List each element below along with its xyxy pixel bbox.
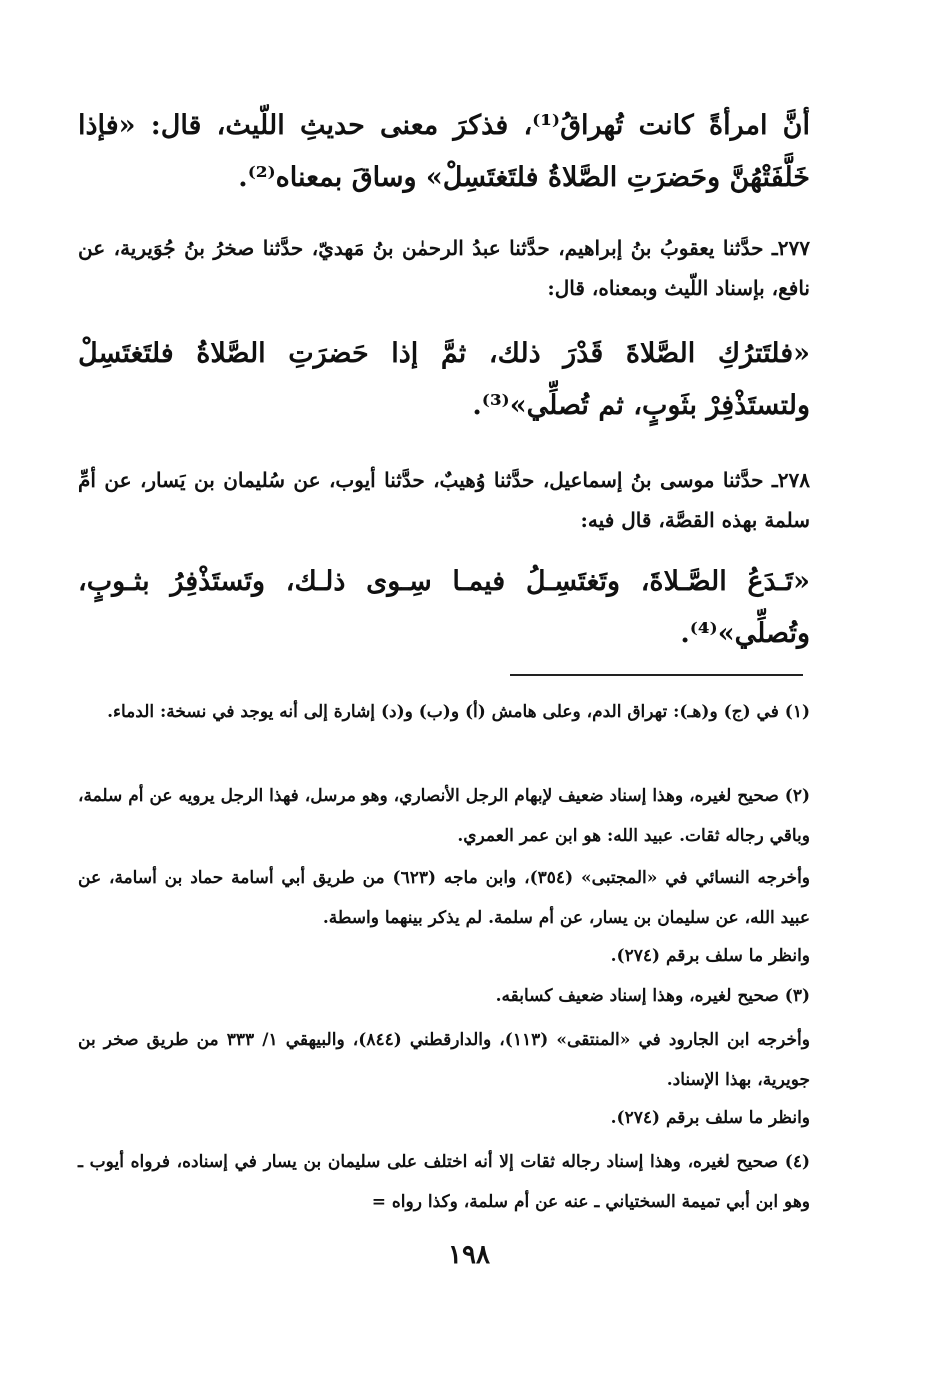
footnote-1: (١) في (ج) و(هـ): تهراق الدم، وعلى هامش (أ) و(ب) و(د) إشارة إلى أنه يوجد في نسخة: الدماء. bbox=[107, 702, 810, 722]
paragraph-hadith-278-matn: «تَـدَعُ الصَّـلاةَ، وتَغتَسِـلُ فيمـا سِـوى ذلـك، وتَستَذْفِرُ بثـوبٍ، وتُصلِّي»⁽⁴⁾. bbox=[78, 566, 810, 649]
paragraph-hadith-277-isnad: ٢٧٧ـ حدَّثنا يعقوبُ بنُ إبراهيم، حدَّثنا عبدُ الرحمٰن بنُ مَهديّ، حدَّثنا صخرُ بنُ جُوَيرية، عن نافع، بإسناد اللّيث وبمعناه، قال: bbox=[78, 236, 810, 300]
footnote-3-see-also: وانظر ما سلف برقم (٢٧٤). bbox=[610, 1108, 810, 1128]
page-number: ١٩٨ bbox=[448, 1240, 490, 1270]
paragraph-hadith-278-isnad: ٢٧٨ـ حدَّثنا موسى بنُ إسماعيل، حدَّثنا وُهيبٌ، حدَّثنا أيوب، عن سُليمان بن يَسار، عن أمِّ سلمة بهذه القصَّة، قال فيه: bbox=[78, 468, 810, 532]
footnote-2: (٢) صحيح لغيره، وهذا إسناد ضعيف لإبهام الرجل الأنصاري، وهو مرسل، فهذا الرجل يرويه عن أم سلمة، وباقي رجاله ثقات. عبيد الله: هو ابن عمر العمري. bbox=[78, 786, 810, 846]
footnote-2-see-also: وانظر ما سلف برقم (٢٧٤). bbox=[610, 946, 810, 966]
paragraph-hadith-277-matn: «فلتَترُكِ الصَّلاةَ قَدْرَ ذلك، ثمَّ إذا حَضرَتِ الصَّلاةُ فلتَغتَسِلْ ولتستَذْفِرْ بثَوبٍ، ثم تُصلِّي»⁽³⁾. bbox=[78, 338, 810, 421]
footnote-3-continued: وأخرجه ابن الجارود في «المنتقى» (١١٣)، والدارقطني (٨٤٤)، والبيهقي ١/ ٣٣٣ من طريق صخر بن جويرية، بهذا الإسناد. bbox=[78, 1030, 810, 1090]
footnote-4: (٤) صحيح لغيره، وهذا إسناد رجاله ثقات إلا أنه اختلف على سليمان بن يسار في إسناده، فرواه أيوب ـ وهو ابن أبي تميمة السختياني ـ عنه عن أم سلمة، وكذا رواه = bbox=[78, 1152, 810, 1212]
footnote-2-continued: وأخرجه النسائي في «المجتبى» (٣٥٤)، وابن ماجه (٦٢٣) من طريق أبي أسامة حماد بن أسامة، عن عبيد الله، عن سليمان بن يسار، عن أم سلمة. لم يذكر بينهما واسطة. bbox=[78, 868, 811, 928]
footnote-divider bbox=[510, 674, 803, 676]
paragraph-hadith-276-matn: أنَّ امرأةً كانت تُهراقُ⁽¹⁾، فذكرَ معنى حديثِ اللّيث، قال: «فإذا خَلَّفَتْهُنَّ وحَضرَتِ الصَّلاةُ فلتَغتَسِلْ» وساقَ بمعناه⁽²⁾. bbox=[78, 110, 810, 193]
footnote-3: (٣) صحيح لغيره، وهذا إسناد ضعيف كسابقه. bbox=[495, 986, 810, 1006]
